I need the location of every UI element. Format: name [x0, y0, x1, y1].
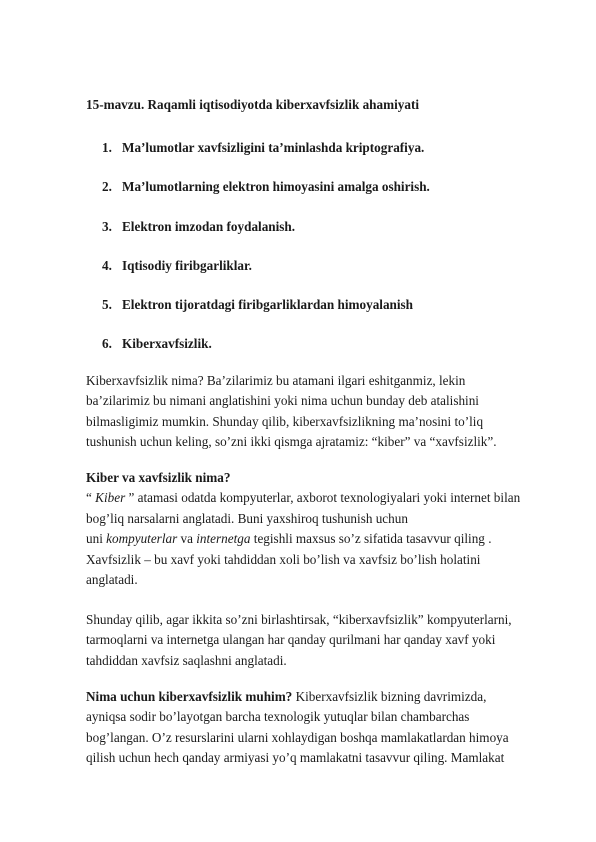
toc-label: Kiberxavfsizlik. — [122, 336, 212, 351]
text-line: bog’langan. O’z resurslarini ularni xohlaydigan boshqa mamlakatlardan himoya — [86, 729, 509, 745]
section-heading-text: Kiber va xavfsizlik nima? — [86, 470, 231, 485]
toc-item — [102, 140, 424, 156]
text-line: ba’zilarimiz bu nimani anglatishini yoki nima uchun bunday deb atalishini — [86, 393, 479, 409]
toc-number: 2. — [102, 179, 112, 194]
toc-label: Ma’lumotlar xavfsizligini ta’minlashda kriptografiya. — [122, 140, 425, 155]
combined-paragraph — [86, 610, 556, 671]
text-line — [86, 488, 556, 508]
text-line: bog’liq narsalarni anglatadi. Buni yaxshiroq tushunish uchun — [86, 510, 408, 526]
text-line: Shunday qilib, agar ikkita so’zni birlashtirsak, “kiberxavfsizlik” kompyuterlarni, — [86, 612, 512, 627]
toc-label: Ma’lumotlarning elektron himoyasini amalga oshirish. — [122, 179, 430, 194]
toc-number: 3. — [102, 219, 112, 234]
term-kompyuterlar: kompyuterlar — [106, 531, 178, 547]
cyber-definition-section — [86, 468, 556, 590]
toc-number: 4. — [102, 258, 112, 273]
toc-label: Elektron imzodan foydalanish. — [122, 219, 296, 234]
section-heading-text: Nima uchun kiberxavfsizlik muhim? — [86, 689, 293, 704]
toc-item — [102, 258, 252, 274]
text-line: Xavfsizlik – bu xavf yoki tahdiddan xoli bo’lish va xavfsiz bo’lish holatini — [86, 551, 481, 567]
open-quote: “ — [86, 490, 92, 506]
text-line: bilmasligimiz mumkin. Shunday qilib, kiberxavfsizlikning ma’nosini to’liq — [86, 413, 484, 429]
text-line: tahdiddan xavfsiz saqlashni anglatadi. — [86, 652, 287, 668]
text-line — [86, 687, 556, 707]
section-heading — [86, 468, 556, 488]
text-line: Kiberxavfsizlik nima? Ba’zilarimiz bu atamani ilgari eshitganmiz, lekin — [86, 373, 466, 388]
toc-number: 1. — [102, 140, 112, 155]
text-fragment: va — [177, 531, 197, 547]
toc-number: 5. — [102, 297, 112, 312]
toc-item — [102, 336, 212, 352]
text-line: ayniqsa sodir bo’layotgan barcha texnologik yutuqlar bilan chambarchas — [86, 709, 470, 725]
text-line: tarmoqlarni va internetga ulangan har qanday qurilmani har qanday xavf yoki — [86, 632, 496, 648]
text-line — [86, 529, 556, 549]
importance-section — [86, 687, 556, 769]
term-kiber: Kiber — [95, 490, 126, 506]
text-fragment: ” atamasi odatda kompyuterlar, axborot texnologiyalari yoki internet bilan — [125, 490, 521, 506]
page-title: 15-mavzu. Raqamli iqtisodiyotda kiberxavfsizlik ahamiyati — [86, 97, 420, 112]
toc-item — [102, 219, 295, 235]
text-line: tushunish uchun keling, so’zni ikki qismga ajratamiz: “kiber” va “xavfsizlik”. — [86, 434, 497, 450]
text-fragment: uni — [86, 531, 107, 547]
term-internetga: internetga — [196, 531, 251, 547]
toc-number: 6. — [102, 336, 112, 351]
toc-item — [102, 179, 430, 195]
text-line: anglatadi. — [86, 572, 138, 588]
toc-item — [102, 297, 413, 313]
toc-label: Elektron tijoratdagi firibgarliklardan himoyalanish — [122, 297, 414, 312]
intro-paragraph — [86, 371, 556, 453]
text-fragment: Kiberxavfsizlik bizning davrimizda, — [292, 689, 487, 704]
toc-label: Iqtisodiy firibgarliklar. — [122, 258, 252, 273]
text-line: qilish uchun hech qanday armiyasi yo’q mamlakatni tasavvur qiling. Mamlakat — [86, 750, 505, 766]
text-fragment: tegishli maxsus so’z sifatida tasavvur qiling . — [250, 531, 492, 547]
